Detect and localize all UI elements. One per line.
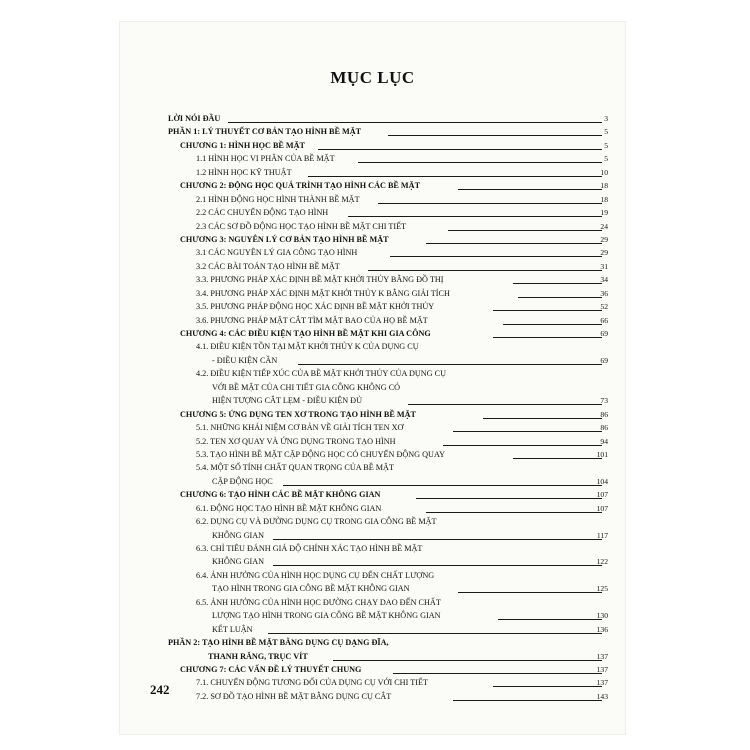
leader-line [298, 357, 602, 365]
page-number: 242 [150, 682, 170, 697]
toc-page: 69 [600, 355, 608, 365]
toc-page: 66 [600, 315, 608, 325]
toc-entry: CHƯƠNG 2: ĐỘNG HỌC QUÁ TRÌNH TẠO HÌNH CÁC BỀ MẶT [180, 179, 422, 192]
toc-page: 86 [600, 409, 608, 419]
toc-entry: 6.4. ẢNH HƯỞNG CỦA HÌNH HỌC DỤNG CỤ ĐẾN CHẤT LƯỢNG [196, 569, 436, 582]
toc-page: 130 [596, 611, 608, 621]
toc-page: 5 [604, 154, 608, 164]
toc-entry: CHƯƠNG 5: ỨNG DỤNG TEN XƠ TRONG TẠO HÌNH BỀ MẶT [180, 408, 418, 421]
toc-page: 137 [596, 664, 608, 674]
toc-page: 24 [600, 221, 608, 231]
leader-line [443, 438, 602, 446]
leader-line [273, 532, 602, 540]
leader-line [358, 155, 602, 163]
toc-entry: 3.6. PHƯƠNG PHÁP MẶT CẮT TÌM MẶT BAO CỦA HỌ BỀ MẶT [196, 314, 430, 327]
toc-page: 29 [600, 234, 608, 244]
toc-entry: VỚI BỀ MẶT CỦA CHI TIẾT GIA CÔNG KHÔNG CÓ [212, 381, 402, 394]
toc-entry: CHƯƠNG 3: NGUYÊN LÝ CƠ BẢN TẠO HÌNH BỀ MẶT [180, 233, 391, 246]
toc-entry: 2.3 CÁC SƠ ĐỒ ĐỘNG HỌC TẠO HÌNH BỀ MẶT CHI TIẾT [196, 220, 408, 233]
toc-entry: THANH RĂNG, TRỤC VÍT [208, 650, 310, 663]
toc-entry: KHÔNG GIAN [212, 529, 266, 542]
toc-entry: LỜI NÓI ĐẦU [168, 112, 222, 125]
toc-entry: 4.1. ĐIỀU KIỆN TỒN TẠI MẶT KHỞI THỦY K CỦA DỤNG CỤ [196, 340, 421, 353]
toc-page: 5 [604, 127, 608, 137]
book-page [120, 22, 625, 734]
toc-entry: 6.2. DỤNG CỤ VÀ ĐƯỜNG DỤNG CỤ TRONG GIA CÔNG BỀ MẶT [196, 515, 439, 528]
toc-page: 3 [604, 114, 608, 123]
toc-page: 107 [596, 503, 608, 513]
toc-entry: - ĐIỀU KIỆN CẦN [212, 354, 279, 367]
leader-line [453, 424, 602, 432]
toc-page: 10 [600, 167, 608, 177]
toc-page: 19 [600, 208, 608, 218]
toc-page: 125 [596, 584, 608, 594]
toc-entry: PHẦN 2: TẠO HÌNH BỀ MẶT BẰNG DỤNG CỤ DẠNG ĐĨA, [168, 636, 391, 649]
leader-line [458, 182, 602, 190]
toc-entry: 5.3. TẠO HÌNH BỀ MẶT CẶP ĐỘNG HỌC CÓ CHUYỂN ĐỘNG QUAY [196, 448, 447, 461]
leader-line [458, 585, 602, 593]
toc-entry: 1.1 HÌNH HỌC VI PHÂN CỦA BỀ MẶT [196, 152, 337, 165]
toc-entry: CHƯƠNG 4: CÁC ĐIỀU KIỆN TẠO HÌNH BỀ MẶT KHI GIA CÔNG [180, 327, 433, 340]
toc-page: 107 [596, 490, 608, 500]
leader-line [308, 169, 602, 177]
leader-line [518, 290, 602, 298]
leader-line [483, 411, 602, 419]
toc-title: MỤC LỤC [330, 68, 415, 87]
toc-entry: 6.5. ẢNH HƯỞNG CỦA HÌNH HỌC ĐƯỜNG CHẠY DAO ĐẾN CHẤT [196, 596, 443, 609]
toc-page: 104 [596, 476, 608, 486]
leader-line [453, 693, 602, 701]
leader-line [273, 558, 602, 566]
toc-entry: PHẦN 1: LÝ THUYẾT CƠ BẢN TẠO HÌNH BỀ MẶT [168, 125, 363, 138]
leader-line [393, 666, 602, 674]
toc-page: 18 [600, 194, 608, 204]
toc-entry: 6.3. CHỈ TIÊU ĐÁNH GIÁ ĐỘ CHÍNH XÁC TẠO HÌNH BỀ MẶT [196, 542, 424, 555]
toc-page: 29 [600, 248, 608, 258]
toc-entry: CHƯƠNG 6: TẠO HÌNH CÁC BỀ MẶT KHÔNG GIAN [180, 488, 382, 501]
toc-entry: 2.2 CÁC CHUYỂN ĐỘNG TẠO HÌNH [196, 206, 330, 219]
toc-entry: LƯỢNG TẠO HÌNH TRONG GIA CÔNG BỀ MẶT KHÔNG GIAN [212, 609, 443, 622]
toc-entry: 7.2. SƠ ĐỒ TẠO HÌNH BỀ MẶT BẰNG DỤNG CỤ CẮT [196, 690, 393, 703]
toc-entry: 3.1 CÁC NGUYÊN LÝ GIA CÔNG TẠO HÌNH [196, 246, 359, 259]
toc-page: 137 [596, 678, 608, 688]
toc-entry: CHƯƠNG 1: HÌNH HỌC BỀ MẶT [180, 139, 307, 152]
toc-page: 52 [600, 302, 608, 312]
leader-line [503, 317, 602, 325]
toc-page: 5 [604, 140, 608, 150]
leader-line [283, 478, 602, 486]
leader-line [228, 115, 602, 123]
toc-page: 117 [596, 530, 608, 540]
toc-entry: 3.2 CÁC BÀI TOÁN TẠO HÌNH BỀ MẶT [196, 260, 342, 273]
toc-entry: 3.4. PHƯƠNG PHÁP XÁC ĐỊNH MẶT KHỞI THỦY K BẰNG GIẢI TÍCH [196, 287, 452, 300]
toc-page: 143 [596, 691, 608, 701]
toc-page: 86 [600, 423, 608, 433]
toc-entry: 7.1. CHUYỂN ĐỘNG TƯƠNG ĐỐI CỦA DỤNG CỤ VỚI CHI TIẾT [196, 676, 430, 689]
toc-page: 101 [596, 449, 608, 459]
leader-line [448, 223, 602, 231]
toc-page: 122 [596, 557, 608, 567]
toc-entry: 6.1. ĐỘNG HỌC TẠO HÌNH BỀ MẶT KHÔNG GIAN [196, 502, 383, 515]
leader-line [348, 209, 602, 217]
leader-line [388, 128, 602, 136]
leader-line [408, 397, 602, 405]
leader-line [378, 196, 602, 204]
toc-entry: 5.2. TEN XƠ QUAY VÀ ỨNG DỤNG TRONG TẠO HÌNH [196, 435, 398, 448]
toc-entry: TẠO HÌNH TRONG GIA CÔNG BỀ MẶT KHÔNG GIAN [212, 582, 412, 595]
toc-page: 31 [600, 261, 608, 271]
toc-entry: CẶP ĐỘNG HỌC [212, 475, 275, 488]
table-of-contents [168, 112, 608, 703]
leader-line [268, 626, 602, 634]
leader-line [493, 679, 602, 687]
toc-page: 34 [600, 275, 608, 285]
toc-page: 36 [600, 288, 608, 298]
toc-page: 137 [596, 651, 608, 661]
toc-entry: 4.2. ĐIỀU KIỆN TIẾP XÚC CỦA BỀ MẶT KHỞI THỦY CỦA DỤNG CỤ [196, 367, 448, 380]
toc-page: 73 [600, 396, 608, 406]
toc-entry: 3.5. PHƯƠNG PHÁP ĐỘNG HỌC XÁC ĐỊNH BỀ MẶT KHỞI THỦY [196, 300, 436, 313]
toc-entry: KHÔNG GIAN [212, 555, 266, 568]
leader-line [426, 236, 602, 244]
leader-line [368, 263, 602, 271]
leader-line [493, 303, 602, 311]
toc-page: 94 [600, 436, 608, 446]
leader-line [513, 451, 602, 459]
toc-entry: HIỆN TƯỢNG CẮT LẸM - ĐIỀU KIỆN ĐỦ [212, 394, 364, 407]
toc-entry: KẾT LUẬN [212, 623, 255, 636]
leader-line [333, 653, 602, 661]
leader-line [513, 276, 602, 284]
leader-line [426, 505, 602, 513]
toc-page: 136 [596, 624, 608, 634]
leader-line [390, 249, 602, 257]
toc-entry: 5.1. NHỮNG KHÁI NIỆM CƠ BẢN VỀ GIẢI TÍCH TEN XƠ [196, 421, 405, 434]
leader-line [318, 142, 602, 150]
leader-line [416, 491, 602, 499]
toc-entry: 3.3. PHƯƠNG PHÁP XÁC ĐỊNH BỀ MẶT KHỞI THỦY BẰNG ĐỒ THỊ [196, 273, 446, 286]
toc-entry: 2.1 HÌNH ĐỘNG HỌC HÌNH THÀNH BỀ MẶT [196, 193, 362, 206]
leader-line [498, 612, 602, 620]
toc-page: 18 [600, 181, 608, 191]
toc-entry: 5.4. MỘT SỐ TÍNH CHẤT QUAN TRỌNG CỦA BỀ MẶT [196, 461, 396, 474]
toc-page: 69 [600, 329, 608, 338]
toc-entry: CHƯƠNG 7: CÁC VẤN ĐỀ LÝ THUYẾT CHUNG [180, 663, 363, 676]
toc-entry: 1.2 HÌNH HỌC KỸ THUẬT [196, 166, 294, 179]
leader-line [493, 330, 602, 338]
